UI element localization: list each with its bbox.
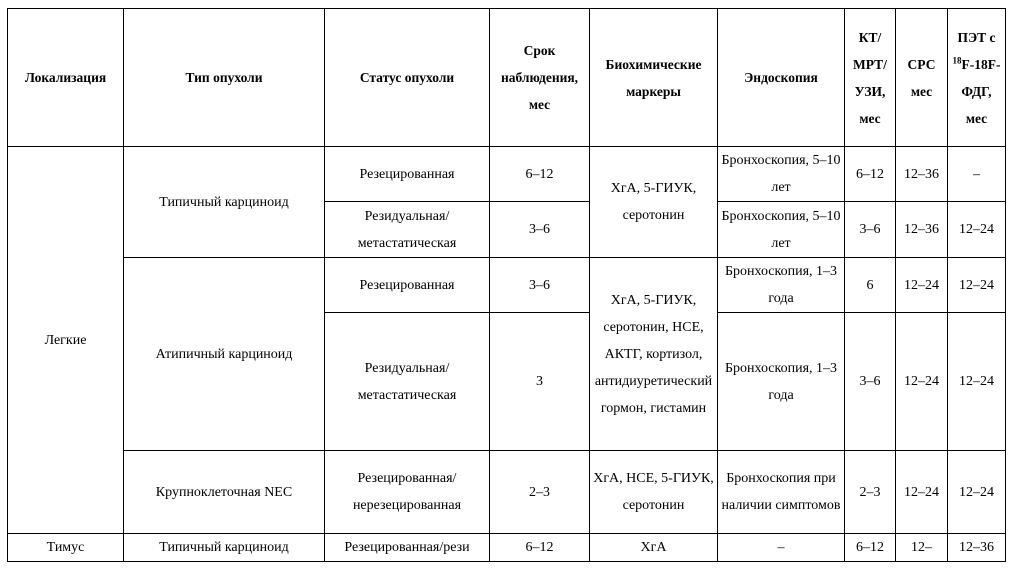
src-cell: 12–24 — [896, 258, 948, 313]
endoscopy-cell: – — [718, 534, 845, 562]
ct-cell: 3–6 — [845, 202, 896, 258]
table-row — [8, 258, 1006, 313]
endoscopy-cell: Бронхоскопия, 1–3 года — [718, 258, 845, 313]
header-src: СРС мес — [896, 9, 948, 147]
ct-cell: 3–6 — [845, 313, 896, 451]
period-cell: 3–6 — [490, 258, 590, 313]
type-typical-carcinoid: Типичный карциноид — [124, 147, 325, 258]
period-cell: 3 — [490, 313, 590, 451]
header-pet — [948, 9, 1006, 147]
table-row — [8, 451, 1006, 534]
type-atypical-carcinoid: Атипичный карциноид — [124, 258, 325, 451]
header-pet-suffix: F-18F-ФДГ, мес — [961, 56, 1001, 126]
status-cell: Резецированная — [325, 147, 490, 202]
table-row — [8, 534, 1006, 562]
markers-cell: ХгА, НСЕ, 5-ГИУК, серотонин — [590, 451, 718, 534]
followup-table — [7, 8, 1006, 562]
header-tumor-type: Тип опухоли — [124, 9, 325, 147]
ct-cell: 6 — [845, 258, 896, 313]
pet-cell: 12–24 — [948, 202, 1006, 258]
period-cell: 6–12 — [490, 534, 590, 562]
header-endoscopy: Эндоскопия — [718, 9, 845, 147]
pet-cell: 12–24 — [948, 451, 1006, 534]
endoscopy-cell: Бронхоскопия, 1–3 года — [718, 313, 845, 451]
status-cell: Резецированная/рези — [325, 534, 490, 562]
period-cell: 2–3 — [490, 451, 590, 534]
src-cell: 12–36 — [896, 202, 948, 258]
status-cell: Резецированная/нерезецированная — [325, 451, 490, 534]
pet-cell: 12–36 — [948, 534, 1006, 562]
pet-cell: – — [948, 147, 1006, 202]
ct-cell: 2–3 — [845, 451, 896, 534]
endoscopy-cell: Бронхоскопия, 5–10 лет — [718, 202, 845, 258]
header-pet-superscript: 18 — [952, 55, 962, 65]
markers-cell: ХгА, 5-ГИУК, серотонин, НСЕ, АКТГ, кортизол, антидиуретический гормон, гистамин — [590, 258, 718, 451]
table-row — [8, 147, 1006, 202]
header-tumor-status: Статус опухоли — [325, 9, 490, 147]
ct-cell: 6–12 — [845, 534, 896, 562]
src-cell: 12– — [896, 534, 948, 562]
markers-cell: ХгА, 5-ГИУК, серотонин — [590, 147, 718, 258]
endoscopy-cell: Бронхоскопия, 5–10 лет — [718, 147, 845, 202]
header-localization: Локализация — [8, 9, 124, 147]
src-cell: 12–24 — [896, 451, 948, 534]
header-ct-mri-us: КТ/МРТ/УЗИ, мес — [845, 9, 896, 147]
status-cell: Резидуальная/метастатическая — [325, 313, 490, 451]
status-cell: Резецированная — [325, 258, 490, 313]
period-cell: 3–6 — [490, 202, 590, 258]
src-cell: 12–24 — [896, 313, 948, 451]
header-row — [8, 9, 1006, 147]
header-pet-prefix: ПЭТ с — [957, 29, 996, 45]
markers-cell: ХгА — [590, 534, 718, 562]
loc-lungs: Легкие — [8, 147, 124, 534]
pet-cell: 12–24 — [948, 258, 1006, 313]
ct-cell: 6–12 — [845, 147, 896, 202]
type-large-cell-nec: Крупноклеточная NEC — [124, 451, 325, 534]
type-cell: Типичный карциноид — [124, 534, 325, 562]
src-cell: 12–36 — [896, 147, 948, 202]
header-biochemical-markers: Биохимические маркеры — [590, 9, 718, 147]
endoscopy-cell: Бронхоскопия при наличии симптомов — [718, 451, 845, 534]
status-cell: Резидуальная/метастатическая — [325, 202, 490, 258]
loc-thymus: Тимус — [8, 534, 124, 562]
header-observation-period: Срок наблюдения, мес — [490, 9, 590, 147]
pet-cell: 12–24 — [948, 313, 1006, 451]
period-cell: 6–12 — [490, 147, 590, 202]
